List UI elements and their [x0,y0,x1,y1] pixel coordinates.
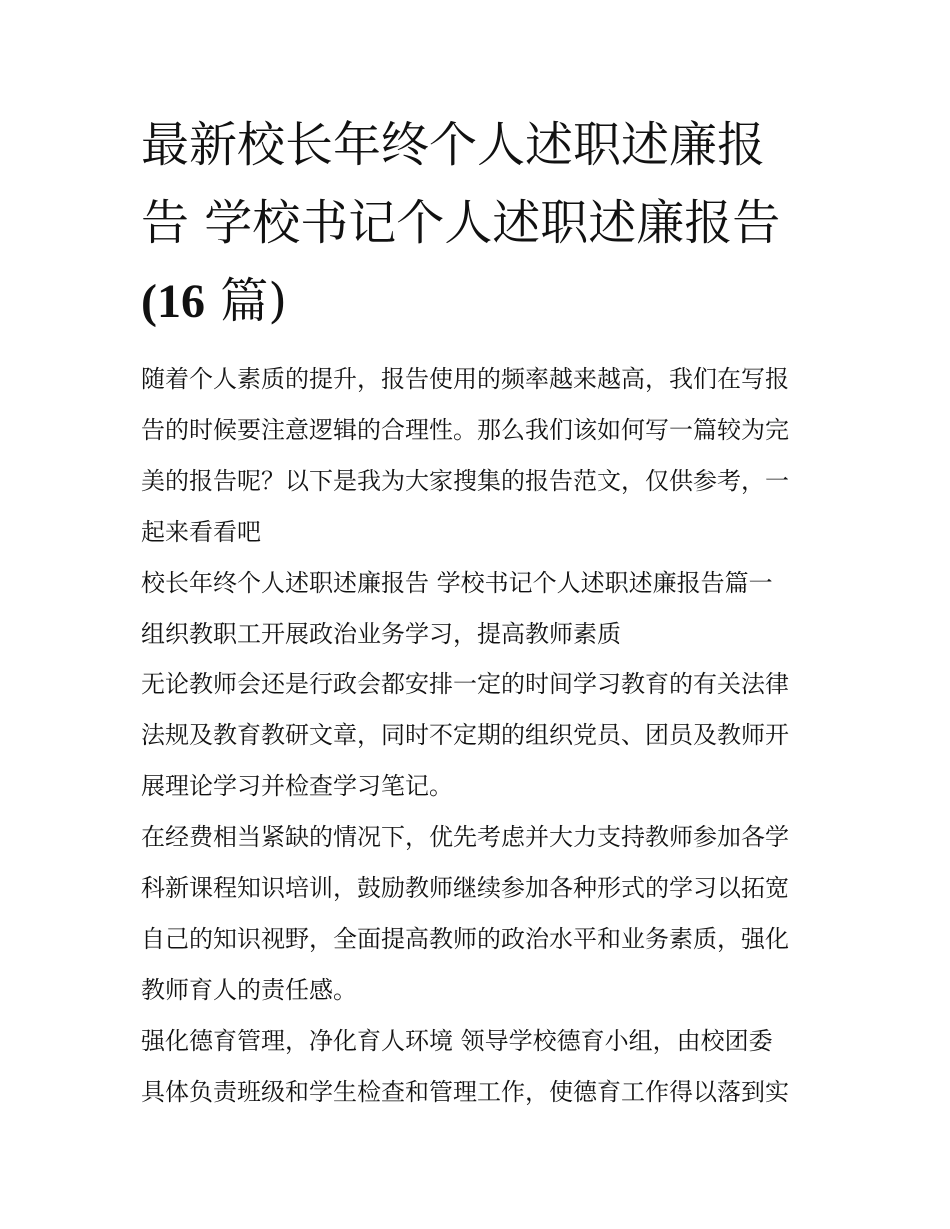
body-line: 强化德育管理，净化育人环境 领导学校德育小组，由校团委 [141,1026,773,1055]
section-heading: 校长年终个人述职述廉报告 学校书记个人述职述廉报告篇一 [141,568,773,597]
body-line: 法规及教育教研文章，同时不定期的组织党员、团员及教师开 [141,721,789,750]
body-line: 教师育人的责任感。 [141,975,357,1004]
title-open-paren: ( [141,275,157,328]
title-line: 最新校长年终个人述职述廉报 [141,117,766,173]
document-title [141,106,821,341]
title-line: 告 学校书记个人述职述廉报告 [141,195,781,251]
body-line: 美的报告呢？以下是我为大家搜集的报告范文，仅供参考，一 [141,466,789,495]
body-line: 展理论学习并检查学习笔记。 [141,772,453,801]
body-line: 组织教职工开展政治业务学习，提高教师素质 [141,619,621,648]
title-count-number: 16 [156,275,205,328]
body-line: 告的时候要注意逻辑的合理性。那么我们该如何写一篇较为完 [141,415,789,444]
document-body [141,354,821,1118]
body-line: 起来看看吧 [141,517,261,546]
body-line: 无论教师会还是行政会都安排一定的时间学习教育的有关法律 [141,670,789,699]
body-line: 自己的知识视野，全面提高教师的政治水平和业务素质，强化 [141,924,789,953]
body-line: 在经费相当紧缺的情况下，优先考虑并大力支持教师参加各学 [141,823,789,852]
title-line-count [141,262,821,341]
body-line: 随着个人素质的提升，报告使用的频率越来越高，我们在写报 [141,365,789,393]
body-line: 科新课程知识培训，鼓励教师继续参加各种形式的学习以拓宽 [141,874,789,903]
title-count-suffix: 篇) [204,273,287,329]
body-line: 具体负责班级和学生检查和管理工作，使德育工作得以落到实 [141,1077,789,1106]
